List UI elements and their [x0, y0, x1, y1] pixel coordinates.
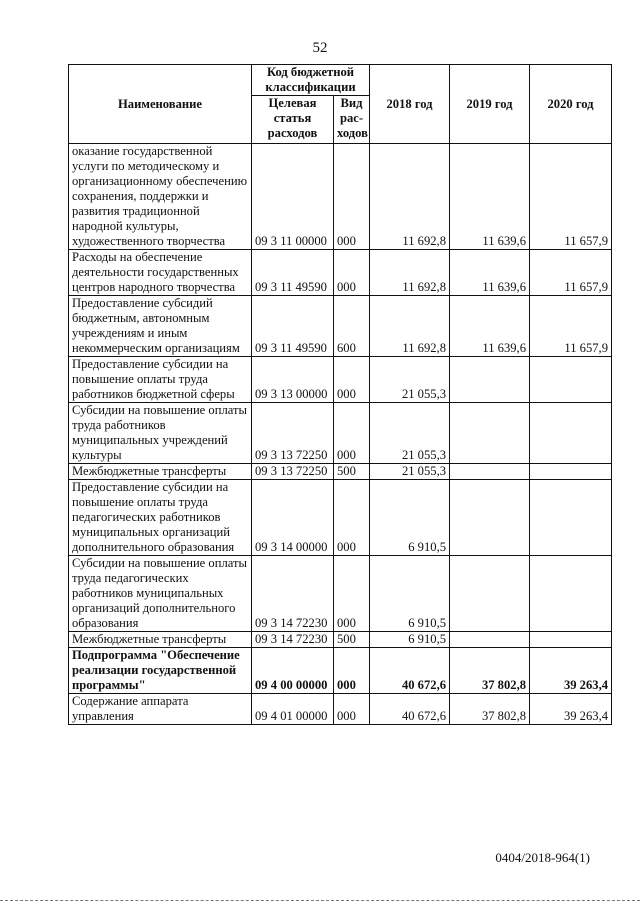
row-value-2018: 11 692,8 — [370, 296, 450, 357]
row-value-2019 — [450, 632, 530, 648]
row-value-2018: 40 672,6 — [370, 694, 450, 725]
row-expense-kind: 000 — [334, 694, 370, 725]
row-target-code: 09 3 13 72250 — [252, 403, 334, 464]
table-header — [69, 65, 612, 144]
row-value-2020 — [530, 556, 612, 632]
row-value-2018: 6 910,5 — [370, 632, 450, 648]
row-expense-kind: 000 — [334, 250, 370, 296]
row-target-code: 09 4 00 00000 — [252, 648, 334, 694]
header-code-group: Код бюджетной классификации — [252, 65, 370, 96]
document-number: 0404/2018-964(1) — [495, 850, 590, 865]
row-name: Предоставление субсидии на повышение оплаты труда работников бюджетной сферы — [69, 357, 252, 403]
row-value-2018: 21 055,3 — [370, 403, 450, 464]
row-value-2018: 40 672,6 — [370, 648, 450, 694]
table-row — [69, 403, 612, 464]
table-row — [69, 357, 612, 403]
row-value-2018: 21 055,3 — [370, 357, 450, 403]
header-2019: 2019 год — [450, 65, 530, 144]
row-expense-kind: 500 — [334, 632, 370, 648]
header-2020: 2020 год — [530, 65, 612, 144]
table-row — [69, 144, 612, 250]
row-target-code: 09 3 11 49590 — [252, 296, 334, 357]
row-target-code: 09 3 14 72230 — [252, 556, 334, 632]
table-row — [69, 480, 612, 556]
row-name: Межбюджетные трансферты — [69, 632, 252, 648]
table-row — [69, 464, 612, 480]
table-row — [69, 632, 612, 648]
header-name: Наименование — [69, 65, 252, 144]
row-name: Расходы на обеспечение деятельности государственных центров народного творчества — [69, 250, 252, 296]
row-target-code: 09 3 13 72250 — [252, 464, 334, 480]
row-value-2020: 11 657,9 — [530, 296, 612, 357]
row-value-2020 — [530, 464, 612, 480]
row-name: Предоставление субсидии на повышение оплаты труда педагогических работников муниципальных организаций дополнительного образования — [69, 480, 252, 556]
row-value-2020 — [530, 632, 612, 648]
row-name: Предоставление субсидий бюджетным, автономным учреждениям и иным некоммерческим организациям — [69, 296, 252, 357]
row-value-2018: 6 910,5 — [370, 480, 450, 556]
row-value-2020: 11 657,9 — [530, 144, 612, 250]
table-row — [69, 250, 612, 296]
row-value-2019 — [450, 480, 530, 556]
row-value-2020 — [530, 403, 612, 464]
table-row — [69, 556, 612, 632]
row-target-code: 09 3 14 00000 — [252, 480, 334, 556]
row-value-2020 — [530, 480, 612, 556]
table-row — [69, 648, 612, 694]
table-body — [69, 144, 612, 725]
row-value-2020 — [530, 357, 612, 403]
row-target-code: 09 4 01 00000 — [252, 694, 334, 725]
row-target-code: 09 3 14 72230 — [252, 632, 334, 648]
row-name: Субсидии на повышение оплаты труда педагогических работников муниципальных организаций дополнительного образования — [69, 556, 252, 632]
row-expense-kind: 500 — [334, 464, 370, 480]
row-value-2019: 11 639,6 — [450, 144, 530, 250]
row-value-2019: 37 802,8 — [450, 648, 530, 694]
row-target-code: 09 3 11 49590 — [252, 250, 334, 296]
header-target-article: Целевая статья расходов — [252, 96, 334, 144]
table-row — [69, 296, 612, 357]
row-target-code: 09 3 13 00000 — [252, 357, 334, 403]
scan-edge-divider — [0, 900, 640, 901]
row-value-2020: 11 657,9 — [530, 250, 612, 296]
row-expense-kind: 600 — [334, 296, 370, 357]
row-value-2018: 11 692,8 — [370, 250, 450, 296]
row-expense-kind: 000 — [334, 648, 370, 694]
row-value-2018: 21 055,3 — [370, 464, 450, 480]
page-number: 52 — [312, 40, 328, 56]
row-name: Содержание аппарата управления — [69, 694, 252, 725]
row-name: оказание государственной услуги по методическому и организационному обеспечению сохранения, поддержки и развития традиционной народной культуры, художественного творчества — [69, 144, 252, 250]
row-expense-kind: 000 — [334, 144, 370, 250]
row-value-2019: 37 802,8 — [450, 694, 530, 725]
row-value-2019: 11 639,6 — [450, 296, 530, 357]
budget-table — [68, 64, 612, 725]
row-expense-kind: 000 — [334, 556, 370, 632]
row-value-2019 — [450, 464, 530, 480]
row-value-2019 — [450, 357, 530, 403]
header-2018: 2018 год — [370, 65, 450, 144]
row-value-2020: 39 263,4 — [530, 648, 612, 694]
row-expense-kind: 000 — [334, 403, 370, 464]
row-expense-kind: 000 — [334, 357, 370, 403]
row-name: Подпрограмма "Обеспечение реализации государственной программы" — [69, 648, 252, 694]
row-value-2019 — [450, 403, 530, 464]
row-value-2018: 11 692,8 — [370, 144, 450, 250]
row-value-2018: 6 910,5 — [370, 556, 450, 632]
row-name: Субсидии на повышение оплаты труда работников муниципальных учреждений культуры — [69, 403, 252, 464]
row-value-2019 — [450, 556, 530, 632]
table-row — [69, 694, 612, 725]
row-value-2020: 39 263,4 — [530, 694, 612, 725]
row-value-2019: 11 639,6 — [450, 250, 530, 296]
row-expense-kind: 000 — [334, 480, 370, 556]
header-expense-kind: Вид рас-ходов — [334, 96, 370, 144]
row-target-code: 09 3 11 00000 — [252, 144, 334, 250]
row-name: Межбюджетные трансферты — [69, 464, 252, 480]
